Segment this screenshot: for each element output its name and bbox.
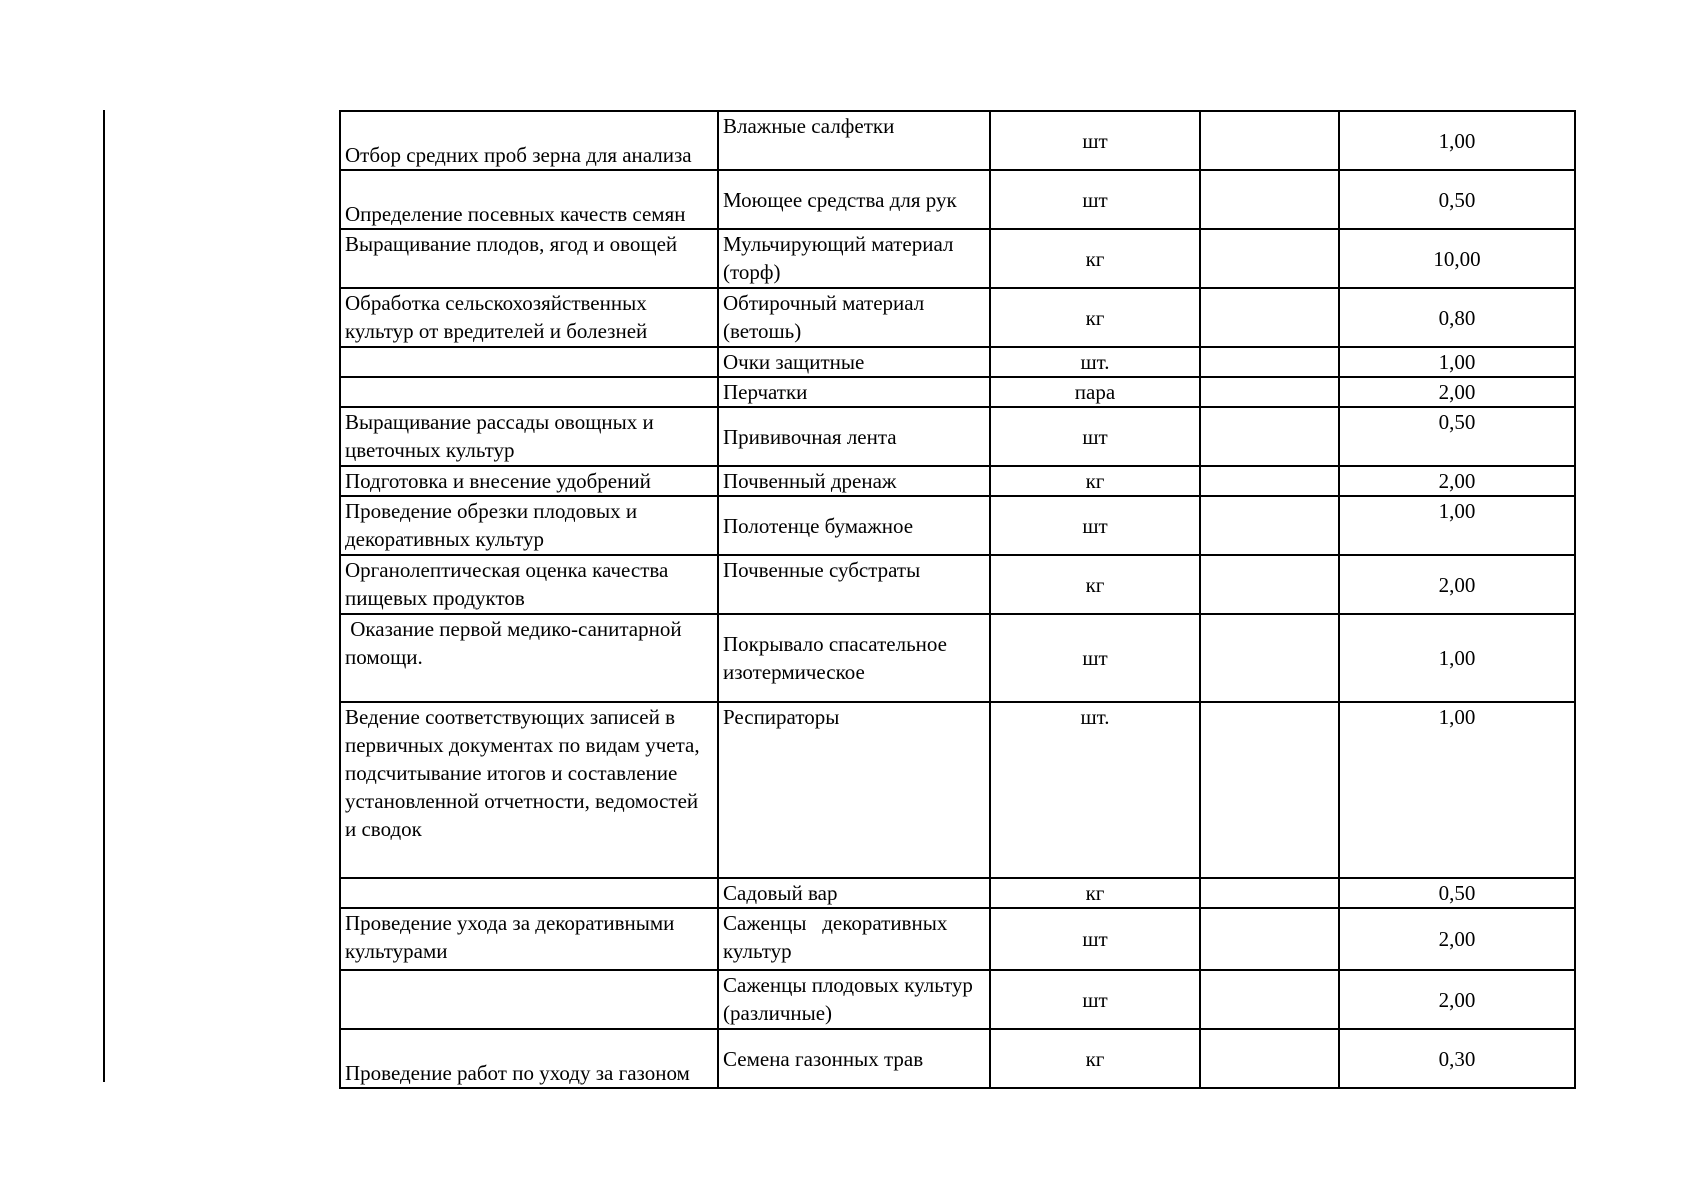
unit-cell: шт xyxy=(990,908,1200,970)
work-cell: Подготовка и внесение удобрений xyxy=(340,466,718,496)
work-cell: Оказание первой медико-санитарной помощи. xyxy=(340,614,718,702)
unit-cell: шт xyxy=(990,407,1200,466)
table-row xyxy=(340,466,1575,496)
table-row xyxy=(340,614,1575,702)
table-row xyxy=(340,908,1575,970)
unit-cell: шт xyxy=(990,970,1200,1029)
empty-cell xyxy=(1200,555,1339,614)
work-cell: Ведение соответствующих записей в первичных документах по видам учета, подсчитывание итогов и составление установленной отчетности, ведомостей и сводок xyxy=(340,702,718,878)
quantity-cell: 2,00 xyxy=(1339,466,1575,496)
quantity-cell: 1,00 xyxy=(1339,347,1575,377)
material-cell: Саженцы декоративных культур xyxy=(718,908,990,970)
material-cell: Прививочная лента xyxy=(718,407,990,466)
material-cell: Мульчирующий материал (торф) xyxy=(718,229,990,288)
empty-cell xyxy=(1200,347,1339,377)
left-margin-rule xyxy=(103,110,105,1082)
work-cell xyxy=(340,878,718,908)
material-cell: Почвенные субстраты xyxy=(718,555,990,614)
unit-cell: кг xyxy=(990,466,1200,496)
material-cell: Полотенце бумажное xyxy=(718,496,990,555)
empty-cell xyxy=(1200,407,1339,466)
quantity-cell: 1,00 xyxy=(1339,496,1575,555)
materials-table xyxy=(339,110,1576,1089)
empty-cell xyxy=(1200,466,1339,496)
quantity-cell: 1,00 xyxy=(1339,614,1575,702)
table-row xyxy=(340,878,1575,908)
unit-cell: кг xyxy=(990,229,1200,288)
unit-cell: шт xyxy=(990,170,1200,229)
material-cell: Садовый вар xyxy=(718,878,990,908)
table-row xyxy=(340,347,1575,377)
quantity-cell: 2,00 xyxy=(1339,555,1575,614)
quantity-cell: 0,50 xyxy=(1339,407,1575,466)
empty-cell xyxy=(1200,614,1339,702)
empty-cell xyxy=(1200,878,1339,908)
quantity-cell: 2,00 xyxy=(1339,908,1575,970)
empty-cell xyxy=(1200,170,1339,229)
material-cell: Моющее средства для рук xyxy=(718,170,990,229)
table-row xyxy=(340,496,1575,555)
table-row xyxy=(340,111,1575,170)
unit-cell: шт xyxy=(990,496,1200,555)
material-cell: Покрывало спасательное изотермическое xyxy=(718,614,990,702)
work-cell: Выращивание рассады овощных и цветочных культур xyxy=(340,407,718,466)
material-cell: Почвенный дренаж xyxy=(718,466,990,496)
table-row xyxy=(340,702,1575,878)
unit-cell: кг xyxy=(990,1029,1200,1088)
empty-cell xyxy=(1200,970,1339,1029)
quantity-cell: 10,00 xyxy=(1339,229,1575,288)
work-cell: Определение посевных качеств семян xyxy=(340,170,718,229)
material-cell: Респираторы xyxy=(718,702,990,878)
empty-cell xyxy=(1200,111,1339,170)
table-row xyxy=(340,1029,1575,1088)
work-cell xyxy=(340,347,718,377)
empty-cell xyxy=(1200,288,1339,347)
material-cell: Семена газонных трав xyxy=(718,1029,990,1088)
work-cell: Проведение работ по уходу за газоном xyxy=(340,1029,718,1088)
unit-cell: кг xyxy=(990,878,1200,908)
unit-cell: пара xyxy=(990,377,1200,407)
table-row xyxy=(340,555,1575,614)
table-row xyxy=(340,229,1575,288)
empty-cell xyxy=(1200,702,1339,878)
quantity-cell: 0,50 xyxy=(1339,878,1575,908)
empty-cell xyxy=(1200,496,1339,555)
quantity-cell: 2,00 xyxy=(1339,377,1575,407)
work-cell: Обработка сельскохозяйственных культур от вредителей и болезней xyxy=(340,288,718,347)
empty-cell xyxy=(1200,908,1339,970)
work-cell: Органолептическая оценка качества пищевых продуктов xyxy=(340,555,718,614)
material-cell: Обтирочный материал (ветошь) xyxy=(718,288,990,347)
work-cell: Проведение ухода за декоративными культурами xyxy=(340,908,718,970)
empty-cell xyxy=(1200,1029,1339,1088)
table-row xyxy=(340,170,1575,229)
work-cell xyxy=(340,377,718,407)
material-cell: Перчатки xyxy=(718,377,990,407)
work-cell: Отбор средних проб зерна для анализа xyxy=(340,111,718,170)
table-row xyxy=(340,377,1575,407)
quantity-cell: 2,00 xyxy=(1339,970,1575,1029)
quantity-cell: 1,00 xyxy=(1339,111,1575,170)
empty-cell xyxy=(1200,377,1339,407)
unit-cell: шт xyxy=(990,614,1200,702)
work-cell: Выращивание плодов, ягод и овощей xyxy=(340,229,718,288)
table-row xyxy=(340,407,1575,466)
material-cell: Очки защитные xyxy=(718,347,990,377)
work-cell: Проведение обрезки плодовых и декоративных культур xyxy=(340,496,718,555)
material-cell: Саженцы плодовых культур (различные) xyxy=(718,970,990,1029)
quantity-cell: 0,30 xyxy=(1339,1029,1575,1088)
table-row xyxy=(340,970,1575,1029)
unit-cell: шт. xyxy=(990,347,1200,377)
work-cell xyxy=(340,970,718,1029)
quantity-cell: 0,80 xyxy=(1339,288,1575,347)
unit-cell: шт. xyxy=(990,702,1200,878)
table-row xyxy=(340,288,1575,347)
material-cell: Влажные салфетки xyxy=(718,111,990,170)
unit-cell: кг xyxy=(990,288,1200,347)
unit-cell: кг xyxy=(990,555,1200,614)
empty-cell xyxy=(1200,229,1339,288)
quantity-cell: 1,00 xyxy=(1339,702,1575,878)
unit-cell: шт xyxy=(990,111,1200,170)
quantity-cell: 0,50 xyxy=(1339,170,1575,229)
